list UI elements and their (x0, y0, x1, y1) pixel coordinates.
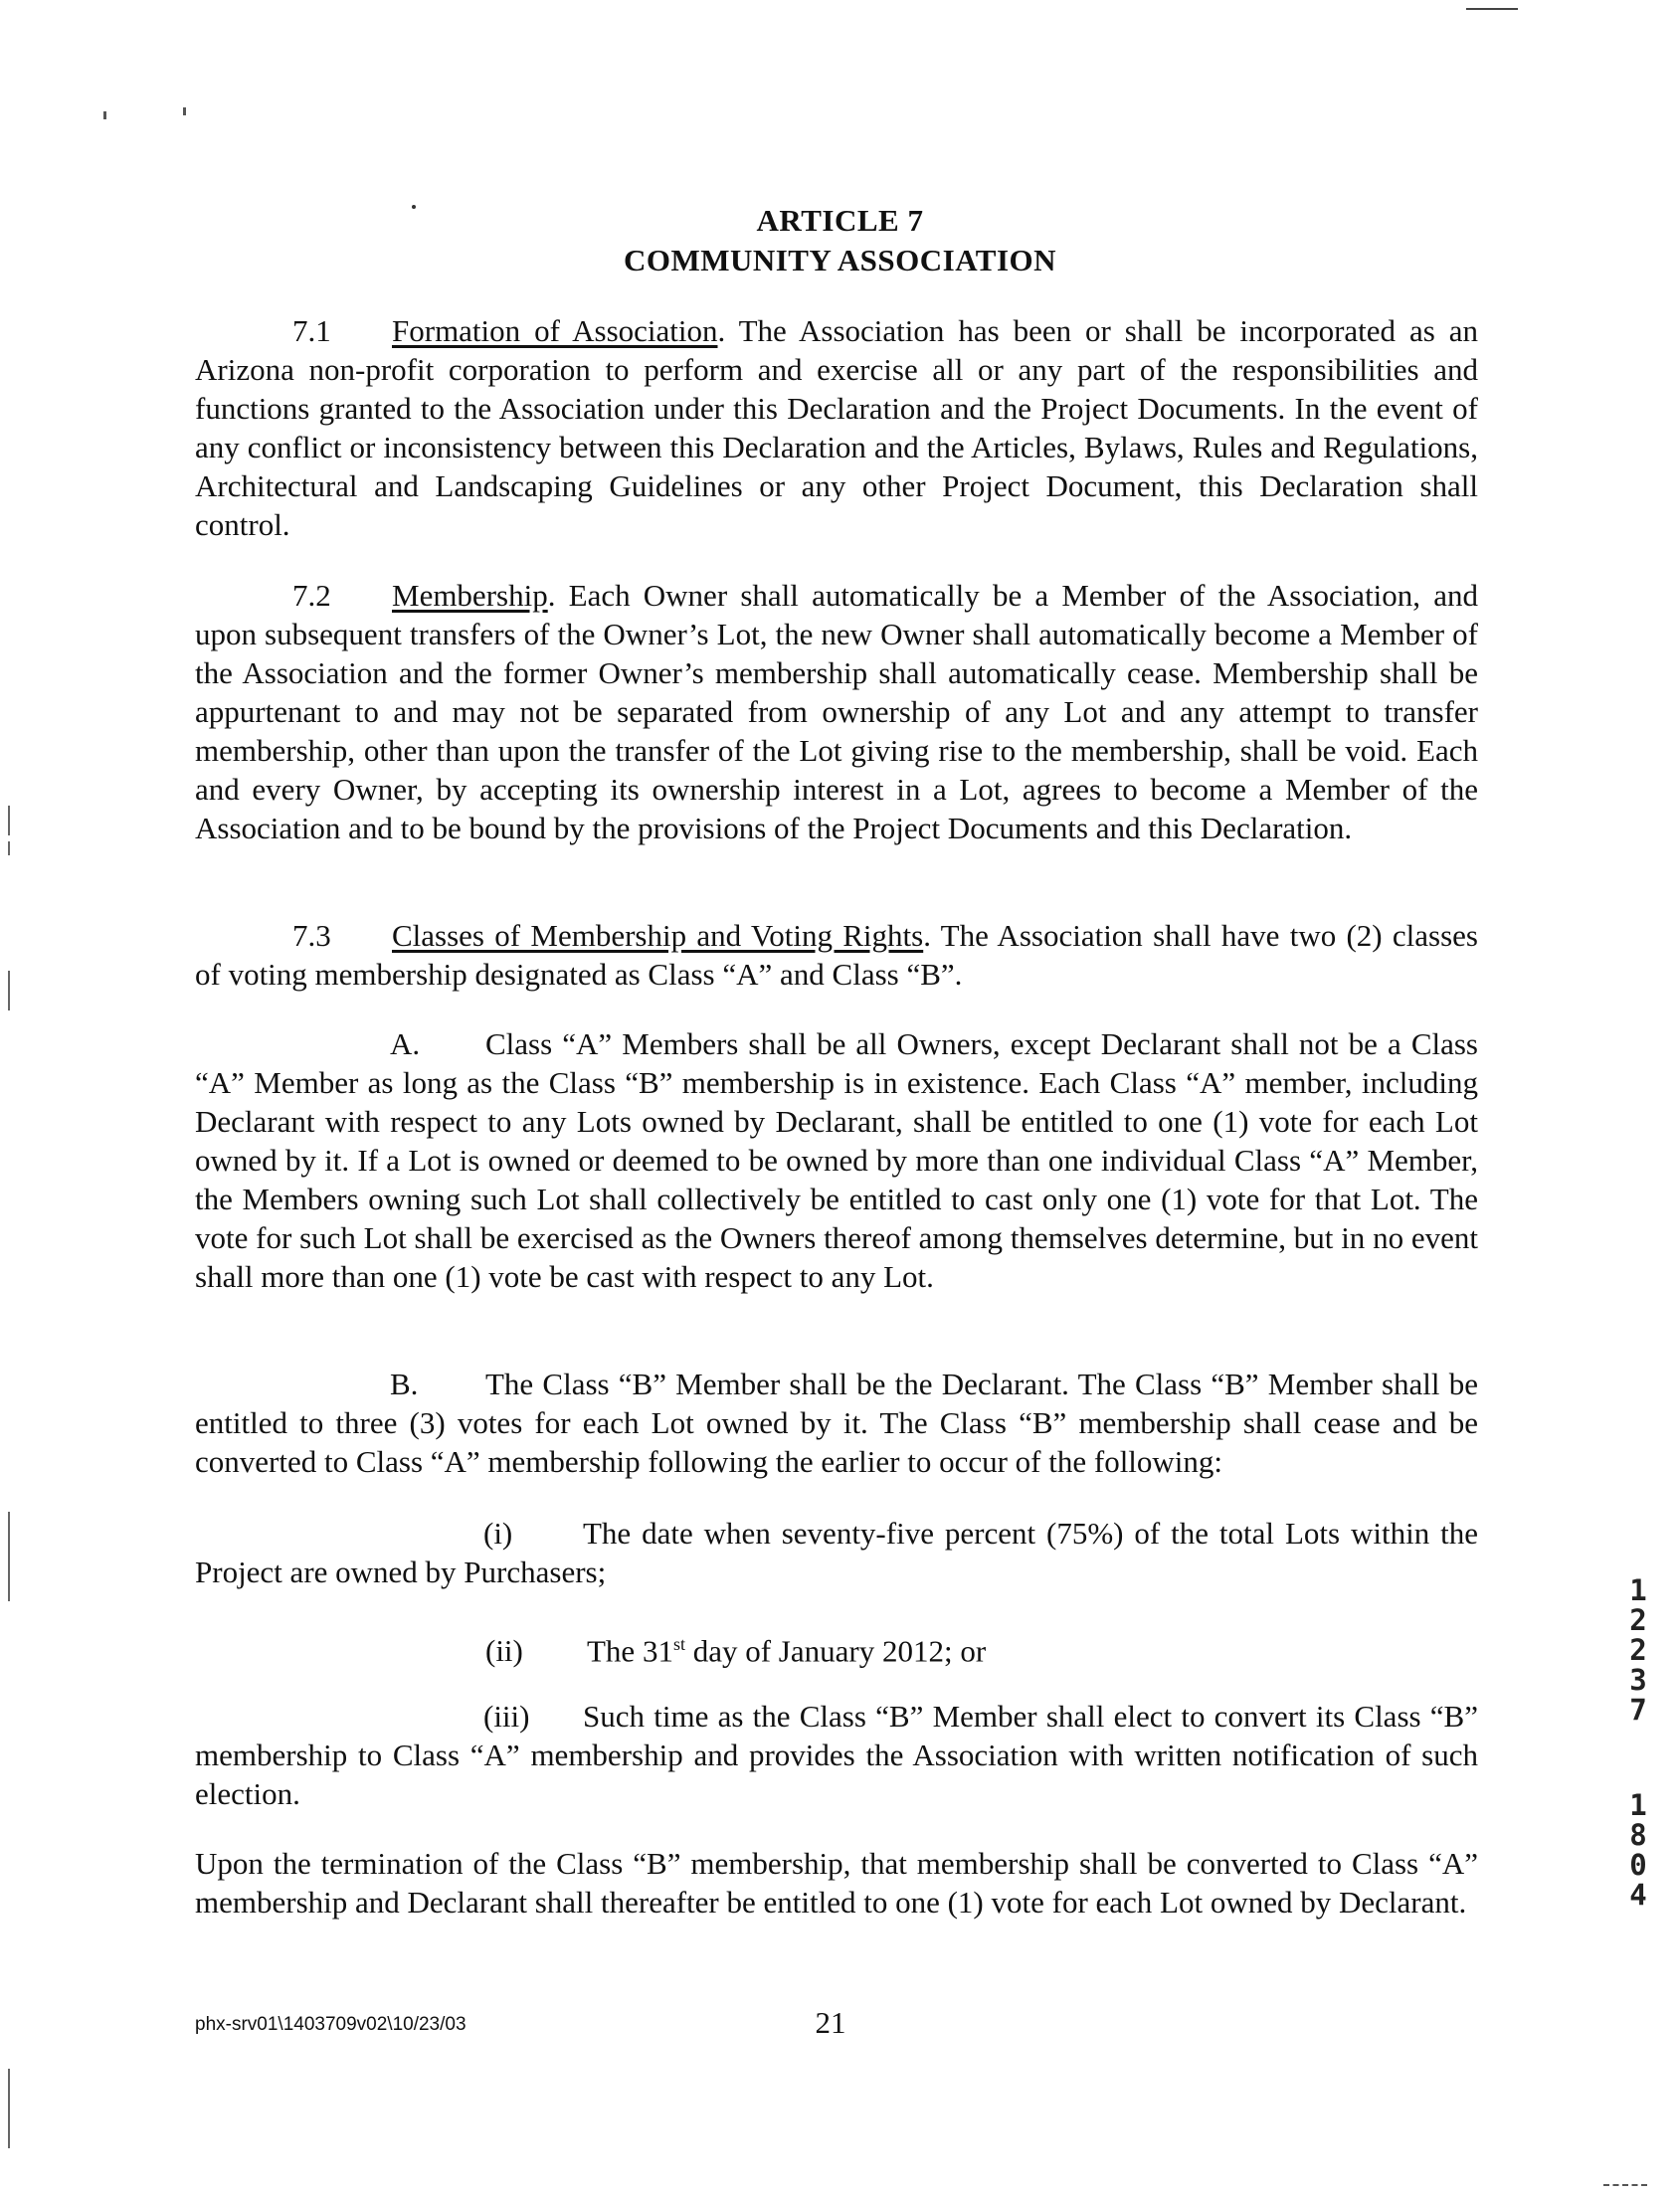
list-item-iii (195, 1697, 1478, 1813)
stamp-digit: 3 (1629, 1663, 1647, 1697)
scan-speck (103, 111, 106, 119)
subsection-label: B. (390, 1367, 419, 1401)
list-item-body: Such time as the Class “B” Member shall elect to convert its Class “B” membership to Class “A” membership and provides the Association with written notification of such election. (195, 1699, 1478, 1811)
document-code: phx-srv01\1403709v02\10/23/03 (195, 2014, 467, 2035)
stamp-digit: 7 (1629, 1693, 1647, 1727)
list-item-label: (iii) (483, 1699, 530, 1734)
section-number: 7.1 (292, 313, 331, 348)
scan-edge-line (1466, 8, 1518, 10)
termination-paragraph: Upon the termination of the Class “B” membership, that membership shall be converted to Class “A” membership and Declarant shall thereafter be entitled to one (1) vote for each Lot owned by Declarant. (195, 1846, 1478, 1920)
recording-stamp-top (1623, 1575, 1653, 1725)
section-body: . Each Owner shall automatically be a Member of the Association, and upon subsequent transfers of the Owner’s Lot, the new Owner shall automatically become a Member of the Association and the former Owner’s membership shall automatically cease. Membership shall be appurtenant to and may not be separated from ownership of any Lot and any attempt to transfer membership, other than upon the transfer of the Lot giving rise to the membership, shall be void. Each and every Owner, by accepting its ownership interest in a Lot, agrees to become a Member of the Association and to be bound by the provisions of the Project Documents and this Declaration. (195, 578, 1478, 845)
list-item-ii (485, 1625, 1478, 1670)
article-heading: ARTICLE 7 (756, 203, 924, 238)
article-title: COMMUNITY ASSOCIATION (623, 243, 1057, 277)
recording-stamp-bottom (1623, 1790, 1653, 1910)
section-body: . The Association shall have two (2) classes of voting membership designated as Class “A” and Class “B”. (195, 918, 1478, 992)
margin-mark (8, 971, 10, 1010)
scan-corner-mark (1603, 2184, 1647, 2188)
subsection-body: Class “A” Members shall be all Owners, except Declarant shall not be a Class “A” Member as long as the Class “B” membership is in existence. Each Class “A” member, including Declarant with respect to any Lots owned by Declarant, shall be entitled to one (1) vote for each Lot owned by it. If a Lot is owned or deemed to be owned by more than one individual Class “A” Member, the Members owning such Lot shall collectively be entitled to cast only one (1) vote for that Lot. The vote for such Lot shall be exercised as the Owners thereof among themselves determine, but in no event shall more than one (1) vote be cast with respect to any Lot. (195, 1026, 1478, 1294)
section-title: Membership (392, 578, 548, 613)
stamp-digit: 0 (1629, 1848, 1647, 1882)
section-body: . The Association has been or shall be incorporated as an Arizona non-profit corporation to perform and exercise all or any part of the responsibilities and functions granted to the Association under this Declaration and the Project Documents. In the event of any conflict or inconsistency between this Declaration and the Articles, Bylaws, Rules and Regulations, Architectural and Landscaping Guidelines or any other Project Document, this Declaration shall control. (195, 313, 1478, 542)
stamp-digit: 1 (1629, 1788, 1647, 1822)
subsection-class-b (195, 1365, 1478, 1481)
list-item-label: (i) (483, 1516, 513, 1551)
list-item-body: The 31 (587, 1633, 673, 1669)
subsection-body: The Class “B” Member shall be the Declarant. The Class “B” Member shall be entitled to three (3) votes for each Lot owned by it. The Class “B” membership shall cease and be converted to Class “A” membership following the earlier to occur of the following: (195, 1367, 1478, 1479)
section-title: Classes of Membership and Voting Rights (392, 918, 924, 953)
stamp-digit: 4 (1629, 1878, 1647, 1912)
list-item-label: (ii) (485, 1633, 523, 1669)
stamp-digit: 2 (1629, 1633, 1647, 1667)
ordinal-suffix: st (672, 1634, 685, 1654)
scan-speck (183, 107, 186, 115)
list-item-body: The date when seventy-five percent (75%) of the total Lots within the Project are owned by Purchasers; (195, 1516, 1478, 1589)
subsection-class-a (195, 1024, 1478, 1296)
section-number: 7.3 (292, 918, 331, 953)
list-item-body-rest: day of January 2012; or (684, 1633, 987, 1669)
margin-mark (8, 2069, 10, 2148)
margin-mark (8, 841, 10, 855)
subsection-label: A. (390, 1026, 421, 1061)
section-7-3 (195, 916, 1478, 994)
stamp-digit: 1 (1629, 1573, 1647, 1607)
section-number: 7.2 (292, 578, 331, 613)
margin-mark (8, 806, 10, 835)
section-title: Formation of Association (392, 313, 718, 348)
section-7-2 (195, 576, 1478, 847)
stamp-digit: 8 (1629, 1818, 1647, 1852)
stamp-digit: 2 (1629, 1603, 1647, 1637)
page-number: 21 (815, 2005, 846, 2040)
section-7-1 (195, 311, 1478, 544)
margin-mark (8, 1512, 10, 1601)
list-item-i (195, 1514, 1478, 1591)
